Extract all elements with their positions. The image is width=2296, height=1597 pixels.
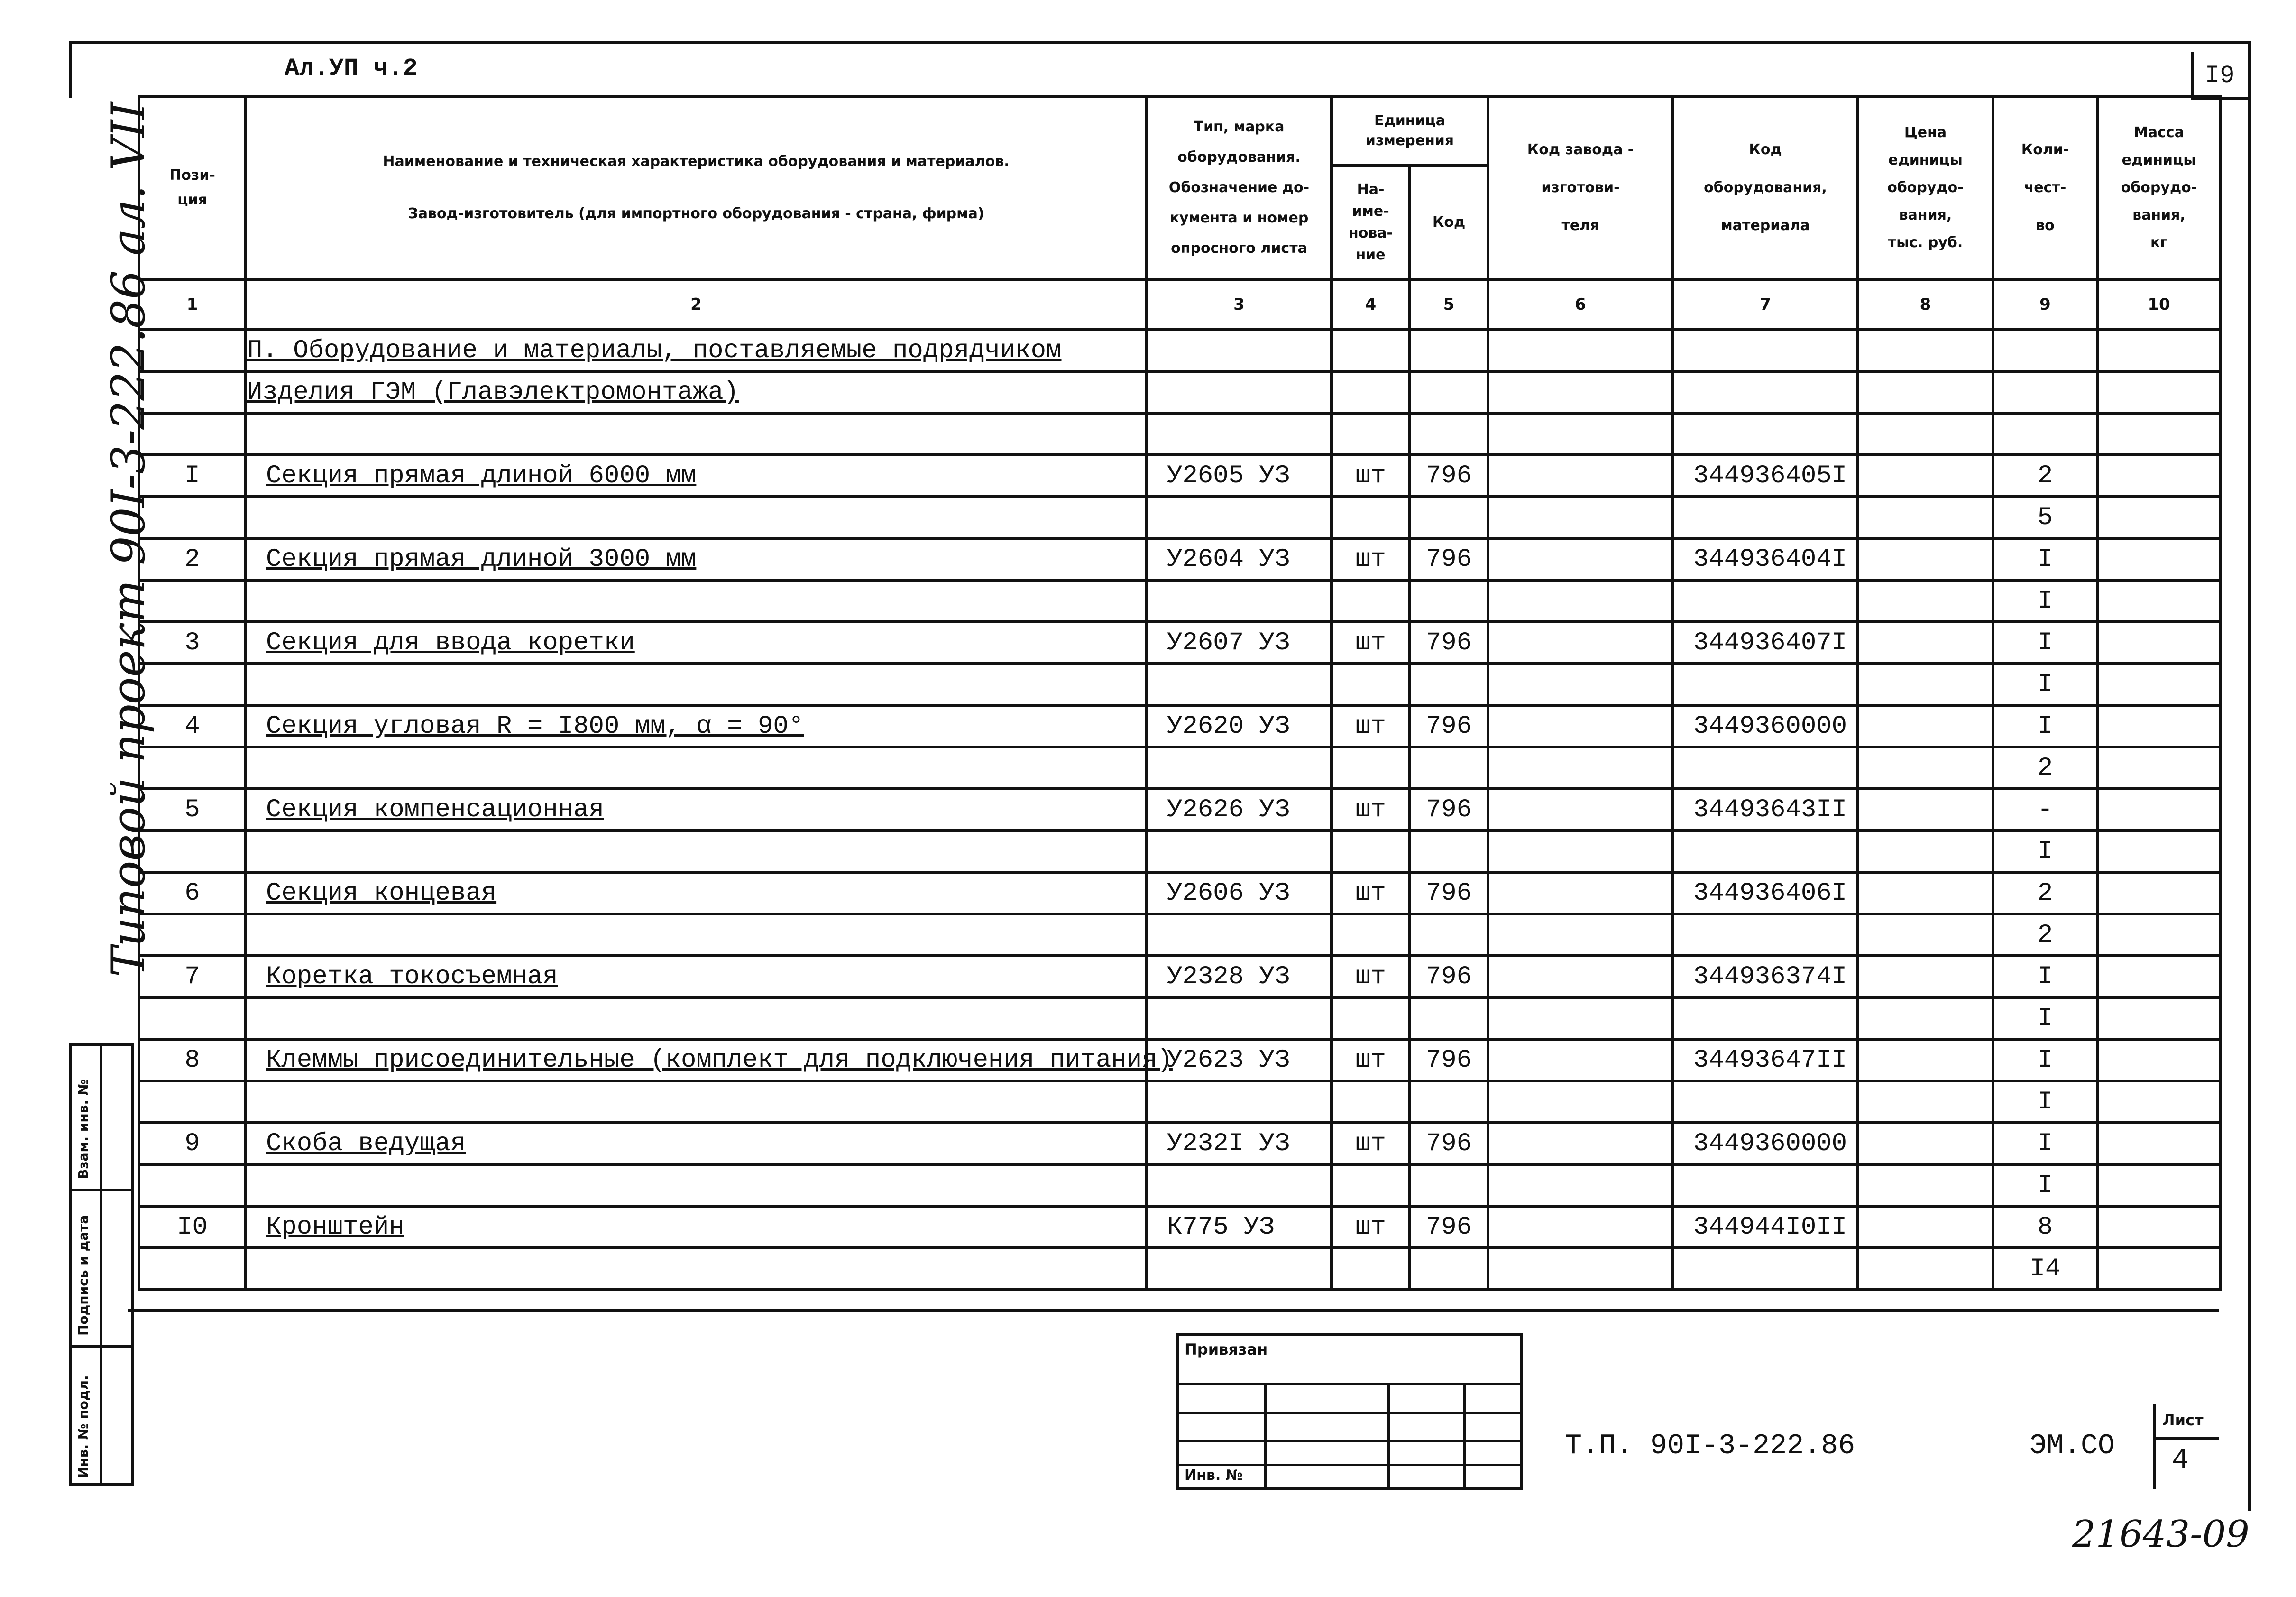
- empty-cell: [1410, 747, 1488, 789]
- mass-cell: [2097, 455, 2221, 497]
- mass-cell: [2097, 705, 2221, 747]
- empty-cell: [1488, 747, 1673, 789]
- type-cell: У2606 УЗ: [1147, 872, 1332, 914]
- empty-cell: [1673, 580, 1858, 622]
- empty-cell: [2097, 1081, 2221, 1123]
- mass-cell: [2097, 1206, 2221, 1248]
- archive-number: 21643-09: [2072, 1513, 2250, 1556]
- sheet-divider: [2153, 1437, 2219, 1440]
- sheet-number: 4: [2172, 1444, 2189, 1477]
- empty-cell: [1488, 914, 1673, 956]
- unit-code-cell: 796: [1410, 789, 1488, 831]
- unit-name-cell: шт: [1332, 455, 1410, 497]
- col-number: 3: [1147, 279, 1332, 330]
- col-number: 10: [2097, 279, 2221, 330]
- table-row: [139, 956, 2221, 997]
- position-cell: 3: [139, 622, 246, 664]
- document-reference: Ал.УП ч.2: [285, 55, 418, 83]
- empty-cell: [1410, 1164, 1488, 1206]
- section-code: ЭМ.СО: [2030, 1430, 2115, 1462]
- empty-cell: [1673, 1248, 1858, 1290]
- empty-cell: [1410, 580, 1488, 622]
- col-number: 6: [1488, 279, 1673, 330]
- mass-cell: [2097, 956, 2221, 997]
- price-cell: [1858, 538, 1993, 580]
- empty-cell: [1673, 747, 1858, 789]
- empty-cell: [246, 747, 1147, 789]
- empty-cell: [1147, 1248, 1332, 1290]
- empty-cell: [1332, 664, 1410, 705]
- type-cell: У232I УЗ: [1147, 1123, 1332, 1164]
- plant-code-cell: [1488, 956, 1673, 997]
- empty-cell: [1332, 497, 1410, 538]
- position-cell: 8: [139, 1039, 246, 1081]
- price-cell: [1858, 705, 1993, 747]
- empty-cell: [139, 997, 246, 1039]
- plant-code-cell: [1488, 1039, 1673, 1081]
- table-subrow: [139, 497, 2221, 538]
- empty-cell: [1673, 1164, 1858, 1206]
- empty-cell: [1488, 497, 1673, 538]
- plant-code-cell: [1488, 789, 1673, 831]
- equipment-code-cell: 344936405I: [1673, 455, 1858, 497]
- quantity-cell-secondary: 2: [1993, 914, 2097, 956]
- unit-name-cell: шт: [1332, 538, 1410, 580]
- empty-cell: [1858, 831, 1993, 872]
- unit-name-cell: шт: [1332, 1206, 1410, 1248]
- quantity-cell-secondary: I: [1993, 1164, 2097, 1206]
- unit-code-cell: 796: [1410, 1206, 1488, 1248]
- empty-cell: [1147, 664, 1332, 705]
- empty-cell: [1858, 580, 1993, 622]
- mass-cell: [2097, 789, 2221, 831]
- table-bottom-line: [128, 1309, 2219, 1312]
- unit-name-cell: шт: [1332, 1123, 1410, 1164]
- equipment-code-cell: 344936406I: [1673, 872, 1858, 914]
- equipment-code-cell: 344944I0II: [1673, 1206, 1858, 1248]
- col-number: 1: [139, 279, 246, 330]
- table-row: [139, 1123, 2221, 1164]
- mass-cell: [2097, 1123, 2221, 1164]
- side-stamp: [69, 1043, 134, 1486]
- name-cell: Секция компенсационная: [246, 789, 1147, 831]
- quantity-cell: I: [1993, 956, 2097, 997]
- name-cell: Коретка токосъемная: [246, 956, 1147, 997]
- table-row: [139, 622, 2221, 664]
- empty-cell: [1147, 831, 1332, 872]
- price-cell: [1858, 956, 1993, 997]
- mass-cell: [2097, 872, 2221, 914]
- empty-cell: [1332, 914, 1410, 956]
- quantity-cell-secondary: I: [1993, 664, 2097, 705]
- empty-cell: [139, 1248, 246, 1290]
- equipment-code-cell: 3449360000: [1673, 705, 1858, 747]
- col-header-mass: Масса единицы оборудо- вания, кг: [2097, 96, 2221, 279]
- privyazan-stamp: [1176, 1333, 1523, 1490]
- quantity-cell: I: [1993, 538, 2097, 580]
- position-cell: 6: [139, 872, 246, 914]
- empty-cell: [246, 1081, 1147, 1123]
- empty-cell: [2097, 914, 2221, 956]
- col-number: 7: [1673, 279, 1858, 330]
- equipment-code-cell: 34493643II: [1673, 789, 1858, 831]
- empty-cell: [1332, 1248, 1410, 1290]
- table-subrow: [139, 664, 2221, 705]
- plant-code-cell: [1488, 872, 1673, 914]
- table-row: [139, 1206, 2221, 1248]
- quantity-cell-secondary: I: [1993, 997, 2097, 1039]
- quantity-cell: 2: [1993, 872, 2097, 914]
- unit-name-cell: шт: [1332, 872, 1410, 914]
- empty-cell: [1488, 664, 1673, 705]
- table-subrow: [139, 1081, 2221, 1123]
- unit-name-cell: шт: [1332, 789, 1410, 831]
- position-cell: I0: [139, 1206, 246, 1248]
- unit-name-cell: шт: [1332, 705, 1410, 747]
- name-cell: Секция прямая длиной 3000 мм: [246, 538, 1147, 580]
- table-subrow: [139, 1164, 2221, 1206]
- empty-cell: [1410, 1081, 1488, 1123]
- unit-code-cell: 796: [1410, 455, 1488, 497]
- empty-cell: [1410, 831, 1488, 872]
- mass-cell: [2097, 622, 2221, 664]
- plant-code-cell: [1488, 538, 1673, 580]
- equipment-code-cell: 344936374I: [1673, 956, 1858, 997]
- col-header-equipment-code: Код оборудования, материала: [1673, 96, 1858, 279]
- empty-cell: [139, 831, 246, 872]
- empty-cell: [1147, 497, 1332, 538]
- plant-code-cell: [1488, 455, 1673, 497]
- frame-top-border: [69, 41, 2250, 44]
- type-cell: К775 УЗ: [1147, 1206, 1332, 1248]
- empty-cell: [1858, 747, 1993, 789]
- empty-cell: [246, 914, 1147, 956]
- empty-cell: [246, 997, 1147, 1039]
- empty-cell: [1858, 1164, 1993, 1206]
- privyazan-label: Привязан: [1185, 1340, 1268, 1358]
- empty-cell: [1488, 1164, 1673, 1206]
- empty-cell: [139, 1164, 246, 1206]
- empty-cell: [1410, 914, 1488, 956]
- empty-cell: [1673, 997, 1858, 1039]
- empty-cell: [1858, 914, 1993, 956]
- side-project-title: Типовой проект 90I-3-222.86 ал. VII: [102, 102, 155, 977]
- col-number: 2: [246, 279, 1147, 330]
- type-cell: У2626 УЗ: [1147, 789, 1332, 831]
- empty-cell: [1147, 1164, 1332, 1206]
- section-subtitle-row: [139, 371, 2221, 413]
- unit-code-cell: 796: [1410, 1123, 1488, 1164]
- table-subrow: [139, 1248, 2221, 1290]
- equipment-code-cell: 344936404I: [1673, 538, 1858, 580]
- stamp-label-inventory: Инв. № подл.: [75, 1375, 91, 1478]
- col-header-unit-group: Единица измерения: [1332, 96, 1488, 166]
- empty-cell: [2097, 1248, 2221, 1290]
- typical-project-code: Т.П. 90I-3-222.86: [1565, 1430, 1855, 1462]
- quantity-cell-secondary: I: [1993, 580, 2097, 622]
- col-header-unit-name: На- име- нова- ние: [1332, 166, 1410, 279]
- price-cell: [1858, 1123, 1993, 1164]
- empty-cell: [246, 831, 1147, 872]
- empty-cell: [1410, 497, 1488, 538]
- empty-cell: [1673, 497, 1858, 538]
- empty-cell: [1332, 747, 1410, 789]
- empty-cell: [1147, 580, 1332, 622]
- price-cell: [1858, 622, 1993, 664]
- unit-code-cell: 796: [1410, 872, 1488, 914]
- quantity-cell: I: [1993, 705, 2097, 747]
- empty-cell: [139, 497, 246, 538]
- price-cell: [1858, 455, 1993, 497]
- position-cell: 2: [139, 538, 246, 580]
- empty-cell: [1147, 1081, 1332, 1123]
- empty-cell: [1332, 1164, 1410, 1206]
- col-number: 8: [1858, 279, 1993, 330]
- empty-cell: [1858, 497, 1993, 538]
- quantity-cell-secondary: 2: [1993, 747, 2097, 789]
- unit-name-cell: шт: [1332, 622, 1410, 664]
- empty-cell: [1332, 580, 1410, 622]
- quantity-cell: -: [1993, 789, 2097, 831]
- type-cell: У2607 УЗ: [1147, 622, 1332, 664]
- spacer-row: [139, 413, 2221, 455]
- empty-cell: [246, 1164, 1147, 1206]
- name-cell: Секция прямая длиной 6000 мм: [246, 455, 1147, 497]
- equipment-code-cell: 344936407I: [1673, 622, 1858, 664]
- section-title: П. Оборудование и материалы, поставляемые подрядчиком: [246, 330, 1147, 371]
- empty-cell: [1673, 1081, 1858, 1123]
- col-header-quantity: Коли- чест- во: [1993, 96, 2097, 279]
- type-cell: У2604 УЗ: [1147, 538, 1332, 580]
- page-number: I9: [2205, 62, 2235, 90]
- empty-cell: [1673, 831, 1858, 872]
- empty-cell: [2097, 580, 2221, 622]
- position-cell: I: [139, 455, 246, 497]
- empty-cell: [1147, 997, 1332, 1039]
- position-cell: 9: [139, 1123, 246, 1164]
- section-title-row: [139, 330, 2221, 371]
- col-number: 9: [1993, 279, 2097, 330]
- plant-code-cell: [1488, 622, 1673, 664]
- quantity-cell-secondary: 5: [1993, 497, 2097, 538]
- mass-cell: [2097, 538, 2221, 580]
- equipment-code-cell: 3449360000: [1673, 1123, 1858, 1164]
- quantity-cell-secondary: I: [1993, 831, 2097, 872]
- plant-code-cell: [1488, 705, 1673, 747]
- frame-right-border: [2248, 41, 2251, 1511]
- empty-cell: [1858, 997, 1993, 1039]
- frame-left-border: [69, 41, 72, 98]
- empty-cell: [1673, 664, 1858, 705]
- empty-cell: [1147, 914, 1332, 956]
- empty-cell: [1858, 1248, 1993, 1290]
- equipment-code-cell: 34493647II: [1673, 1039, 1858, 1081]
- empty-cell: [1410, 997, 1488, 1039]
- table-row: [139, 872, 2221, 914]
- unit-code-cell: 796: [1410, 538, 1488, 580]
- empty-cell: [1488, 580, 1673, 622]
- col-header-unit-code: Код: [1410, 166, 1488, 279]
- empty-cell: [1858, 1081, 1993, 1123]
- empty-cell: [139, 664, 246, 705]
- empty-cell: [2097, 497, 2221, 538]
- empty-cell: [1410, 1248, 1488, 1290]
- empty-cell: [139, 747, 246, 789]
- unit-code-cell: 796: [1410, 956, 1488, 997]
- name-cell: Клеммы присоединительные (комплект для подключения питания): [246, 1039, 1147, 1081]
- empty-cell: [246, 580, 1147, 622]
- empty-cell: [139, 914, 246, 956]
- type-cell: У2623 УЗ: [1147, 1039, 1332, 1081]
- empty-cell: [1488, 831, 1673, 872]
- quantity-cell-secondary: I: [1993, 1081, 2097, 1123]
- empty-cell: [139, 580, 246, 622]
- stamp-label-replacement: Взам. инв. №: [75, 1079, 91, 1179]
- empty-cell: [1858, 664, 1993, 705]
- name-cell: Секция концевая: [246, 872, 1147, 914]
- inventory-number-label: Инв. №: [1185, 1467, 1243, 1484]
- price-cell: [1858, 1206, 1993, 1248]
- type-cell: У2328 УЗ: [1147, 956, 1332, 997]
- table-row: [139, 538, 2221, 580]
- col-header-price: Цена единицы оборудо- вания, тыс. руб.: [1858, 96, 1993, 279]
- col-header-type: Тип, марка оборудования. Обозначение до- кумента и номер опросного листа: [1147, 96, 1332, 279]
- quantity-cell: I: [1993, 622, 2097, 664]
- empty-cell: [1332, 831, 1410, 872]
- table-subrow: [139, 997, 2221, 1039]
- col-number: 4: [1332, 279, 1410, 330]
- table-row: [139, 789, 2221, 831]
- type-cell: У2605 УЗ: [1147, 455, 1332, 497]
- quantity-cell: I: [1993, 1123, 2097, 1164]
- empty-cell: [1332, 1081, 1410, 1123]
- table-subrow: [139, 831, 2221, 872]
- quantity-cell-secondary: I4: [1993, 1248, 2097, 1290]
- col-header-plant-code: Код завода - изготови- теля: [1488, 96, 1673, 279]
- empty-cell: [2097, 664, 2221, 705]
- price-cell: [1858, 872, 1993, 914]
- empty-cell: [1332, 997, 1410, 1039]
- type-cell: У2620 УЗ: [1147, 705, 1332, 747]
- empty-cell: [246, 664, 1147, 705]
- sheet-label: Лист: [2162, 1411, 2204, 1429]
- empty-cell: [1488, 997, 1673, 1039]
- empty-cell: [2097, 1164, 2221, 1206]
- col-number: 5: [1410, 279, 1488, 330]
- empty-cell: [2097, 747, 2221, 789]
- table-row: [139, 705, 2221, 747]
- unit-name-cell: шт: [1332, 1039, 1410, 1081]
- mass-cell: [2097, 1039, 2221, 1081]
- name-cell: Кронштейн: [246, 1206, 1147, 1248]
- empty-cell: [246, 497, 1147, 538]
- plant-code-cell: [1488, 1206, 1673, 1248]
- empty-cell: [246, 1248, 1147, 1290]
- table-row: [139, 1039, 2221, 1081]
- section-subtitle: Изделия ГЭМ (Главэлектромонтажа): [246, 371, 1147, 413]
- name-cell: Секция угловая R = I800 мм, α = 90°: [246, 705, 1147, 747]
- name-cell: Секция для ввода коретки: [246, 622, 1147, 664]
- specification-table: [138, 95, 2222, 1291]
- col-header-name: Наименование и техническая характеристика оборудования и материалов. Завод-изготовитель (для импортного оборудования - страна, фирма): [246, 96, 1147, 279]
- price-cell: [1858, 1039, 1993, 1081]
- price-cell: [1858, 789, 1993, 831]
- empty-cell: [1147, 747, 1332, 789]
- empty-cell: [1488, 1081, 1673, 1123]
- stamp-label-signature: Подпись и дата: [75, 1215, 91, 1336]
- empty-cell: [2097, 831, 2221, 872]
- unit-code-cell: 796: [1410, 705, 1488, 747]
- quantity-cell: 8: [1993, 1206, 2097, 1248]
- table-subrow: [139, 747, 2221, 789]
- col-header-position: Пози- ция: [139, 96, 246, 279]
- table-subrow: [139, 580, 2221, 622]
- position-cell: 4: [139, 705, 246, 747]
- table-subrow: [139, 914, 2221, 956]
- table-row: [139, 455, 2221, 497]
- position-cell: 7: [139, 956, 246, 997]
- unit-code-cell: 796: [1410, 622, 1488, 664]
- quantity-cell: 2: [1993, 455, 2097, 497]
- name-cell: Скоба ведущая: [246, 1123, 1147, 1164]
- empty-cell: [139, 1081, 246, 1123]
- position-cell: 5: [139, 789, 246, 831]
- unit-name-cell: шт: [1332, 956, 1410, 997]
- empty-cell: [1488, 1248, 1673, 1290]
- quantity-cell: I: [1993, 1039, 2097, 1081]
- plant-code-cell: [1488, 1123, 1673, 1164]
- empty-cell: [1673, 914, 1858, 956]
- empty-cell: [1410, 664, 1488, 705]
- empty-cell: [2097, 997, 2221, 1039]
- unit-code-cell: 796: [1410, 1039, 1488, 1081]
